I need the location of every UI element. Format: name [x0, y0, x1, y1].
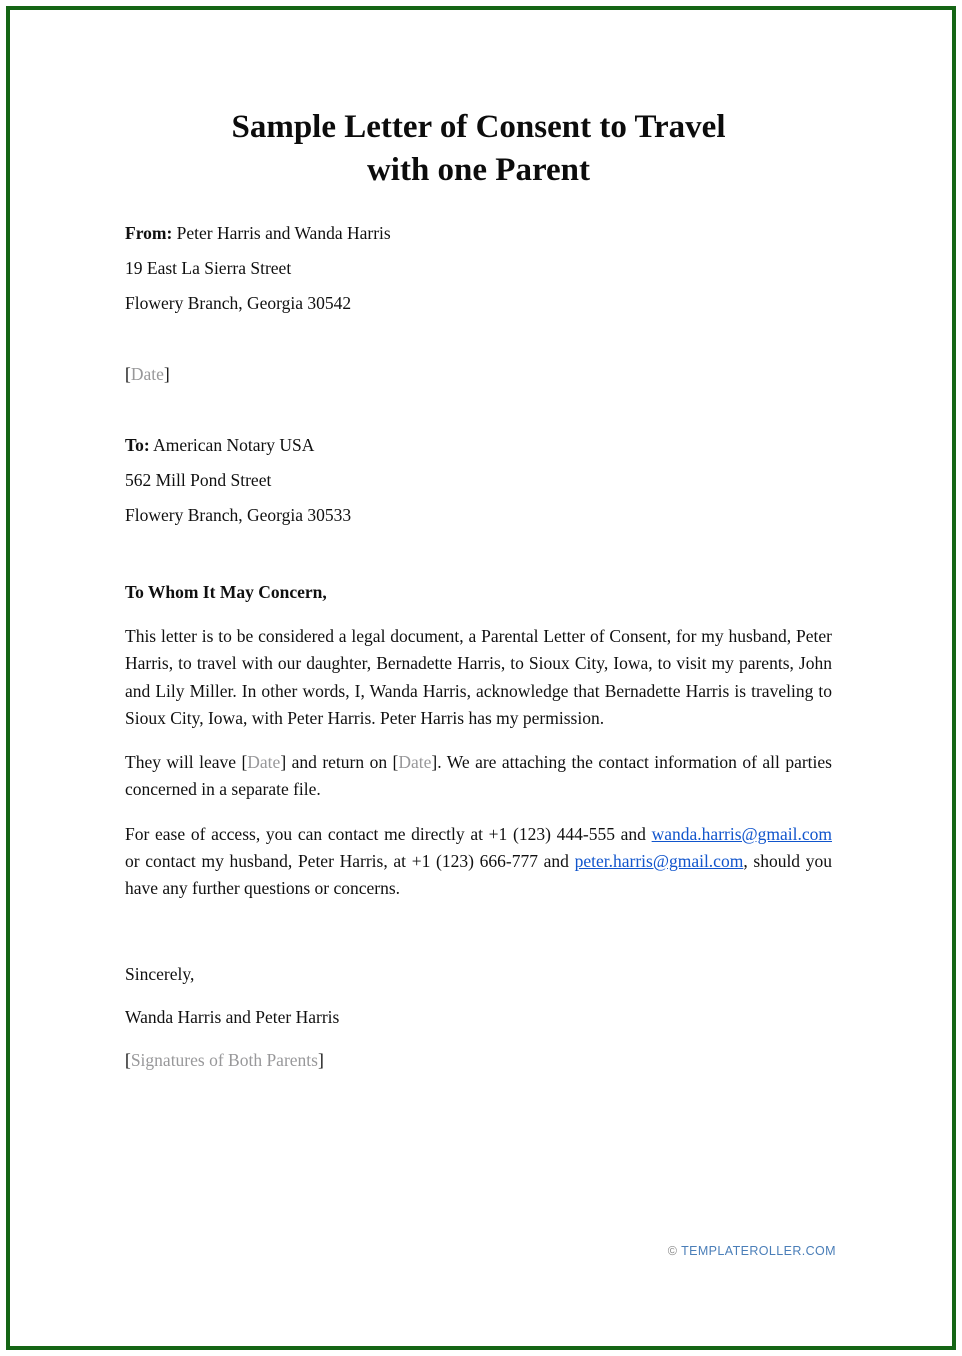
- closing-names: Wanda Harris and Peter Harris: [125, 1006, 340, 1027]
- body-paragraph-2: [125, 749, 832, 804]
- from-address-city: Flowery Branch, Georgia 30542: [125, 293, 352, 313]
- closing-block: [125, 961, 832, 1074]
- date-placeholder-text: Date: [130, 364, 164, 384]
- closing-sincerely: Sincerely,: [125, 963, 195, 984]
- copyright-symbol: ©: [667, 1244, 678, 1258]
- to-address-street: 562 Mill Pond Street: [125, 470, 272, 490]
- email-link-wanda[interactable]: wanda.harris@gmail.com: [651, 823, 832, 844]
- bracket-open: [: [125, 364, 131, 384]
- to-line: [125, 432, 832, 459]
- salutation: To Whom It May Concern,: [125, 582, 327, 602]
- text-fragment: , should you have any further questions or concerns.: [125, 851, 832, 899]
- body-paragraph-3: [125, 821, 832, 903]
- date-placeholder-text: Date: [398, 752, 432, 773]
- templateroller-link[interactable]: TEMPLATEROLLER.COM: [681, 1244, 836, 1258]
- from-label: From:: [125, 223, 173, 243]
- title-line-2: with one Parent: [366, 152, 591, 188]
- date-placeholder-text: Date: [247, 752, 281, 773]
- text-fragment: ] and return on [: [280, 752, 399, 773]
- date-placeholder: [125, 361, 832, 388]
- email-link-peter[interactable]: peter.harris@gmail.com: [574, 851, 744, 872]
- signatures-placeholder-text: Signatures of Both Parents: [130, 1049, 318, 1070]
- letter-page: [6, 6, 956, 1350]
- from-address-street: 19 East La Sierra Street: [125, 258, 292, 278]
- title-line-1: Sample Letter of Consent to Travel: [231, 109, 726, 145]
- to-name: American Notary USA: [153, 435, 315, 455]
- text-fragment: ]. We are attaching the contact information of all parties concerned in a separate file.: [125, 752, 832, 800]
- to-label: To:: [125, 435, 150, 455]
- bracket-open: [: [125, 1049, 131, 1070]
- bracket-close: ]: [163, 364, 170, 384]
- text-fragment: or contact my husband, Peter Harris, at +1 (123) 666-777 and: [125, 851, 575, 872]
- page-title: [125, 106, 832, 192]
- footer: [668, 1244, 836, 1258]
- from-line: [125, 220, 832, 247]
- text-fragment: They will leave [: [125, 752, 248, 773]
- signatures-placeholder: [125, 1047, 832, 1074]
- to-address-city: Flowery Branch, Georgia 30533: [125, 505, 352, 525]
- text-fragment: For ease of access, you can contact me directly at +1 (123) 444-555 and: [125, 823, 652, 844]
- from-name: Peter Harris and Wanda Harris: [176, 223, 391, 243]
- letter-content: [10, 10, 952, 1074]
- bracket-close: ]: [317, 1049, 324, 1070]
- body-paragraph-1: This letter is to be considered a legal document, a Parental Letter of Consent, for my husband, Peter Harris, to travel with our daughter, Bernadette Harris, to Sioux City, Iowa, to visit my parents, John and Lily Miller. In other words, I, Wanda Harris, acknowledge that Bernadette Harris is traveling to Sioux City, Iowa, with Peter Harris. Peter Harris has my permission.: [125, 626, 832, 728]
